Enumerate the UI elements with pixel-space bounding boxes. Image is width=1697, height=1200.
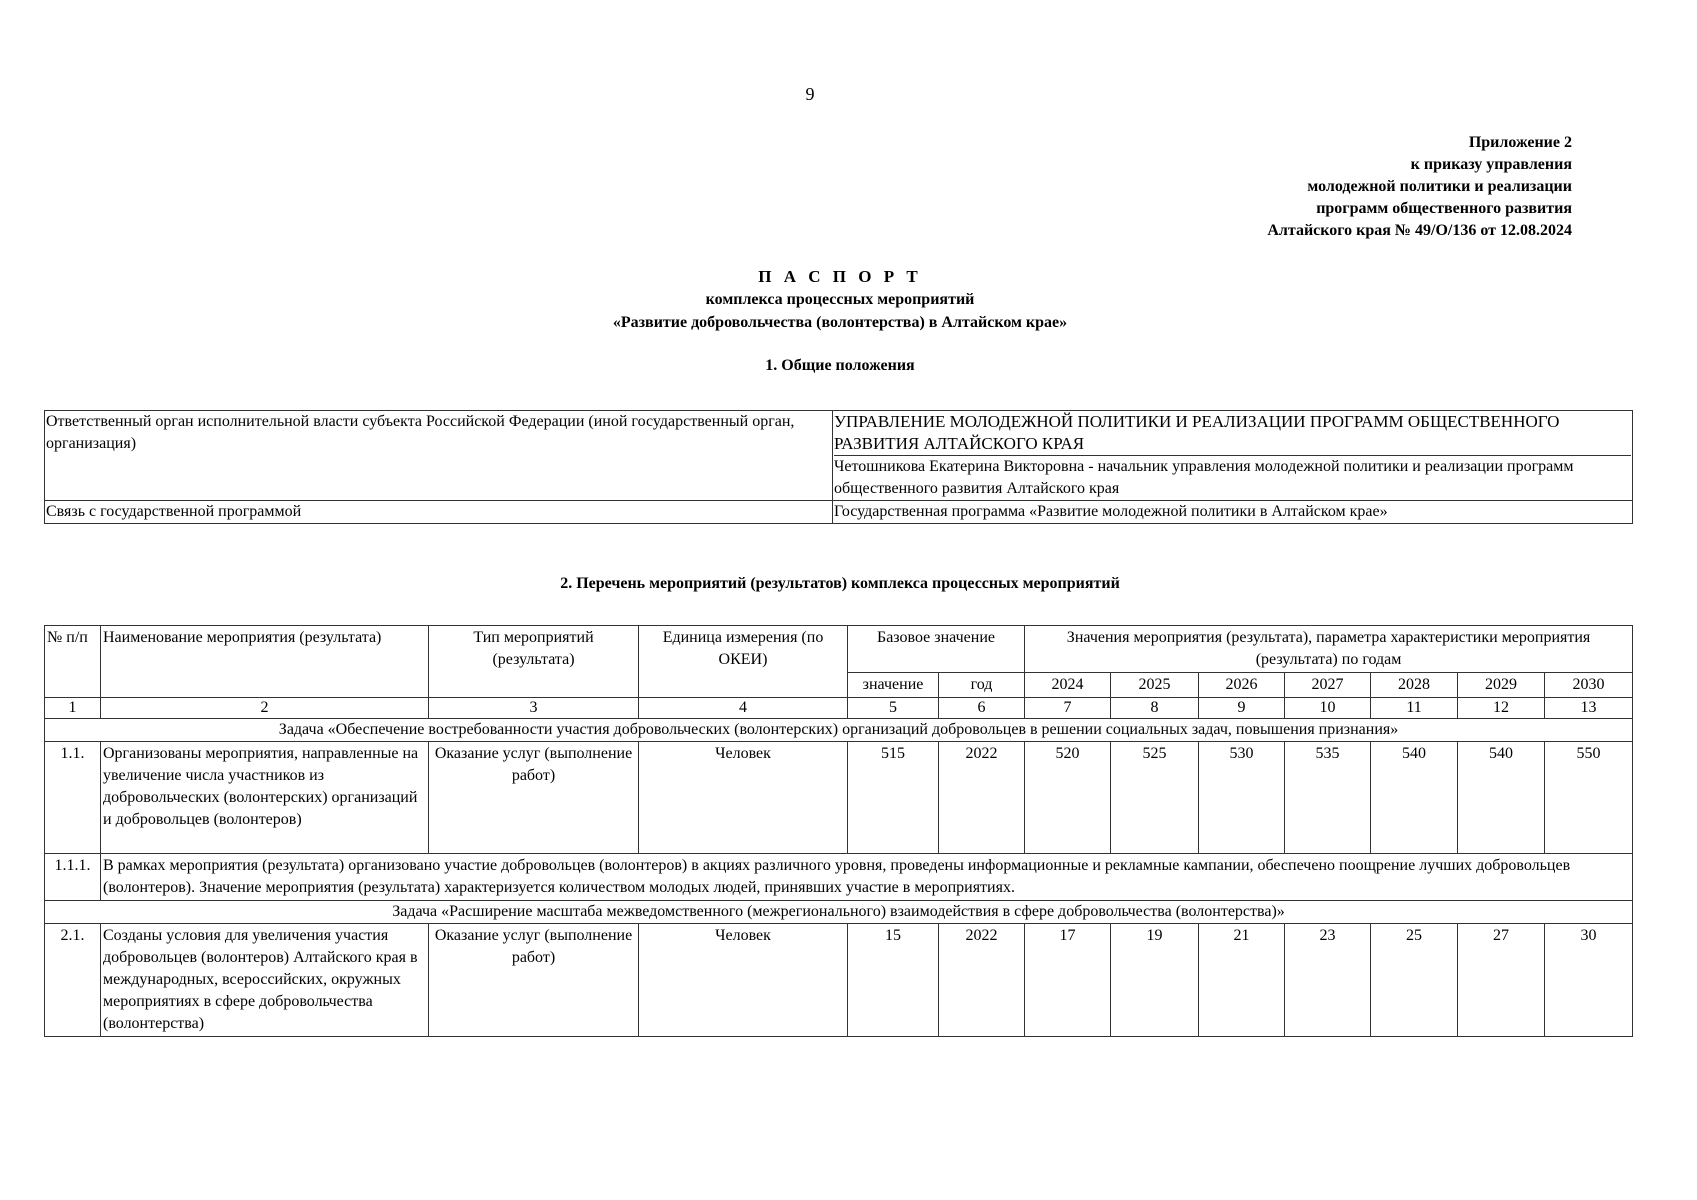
row-value: 520 (1025, 742, 1111, 854)
appendix-line: программ общественного развития (1316, 200, 1572, 217)
row-base-value: 515 (848, 742, 939, 854)
row-value: 525 (1111, 742, 1199, 854)
header-year: 2029 (1458, 673, 1545, 698)
row-value: 27 (1458, 924, 1545, 1037)
column-number: 11 (1371, 698, 1458, 719)
header-unit: Единица измерения (по ОКЕИ) (639, 626, 848, 698)
passport-heading: П А С П О Р Т (758, 267, 922, 286)
table-row (45, 854, 1633, 901)
appendix-line: молодежной политики и реализации (1307, 178, 1572, 195)
row-value: 530 (1199, 742, 1285, 854)
row-base-year: 2022 (939, 742, 1025, 854)
table-row (45, 501, 1633, 524)
row-type: Оказание услуг (выполнение работ) (429, 924, 639, 1037)
task-2: Задача «Расширение масштаба межведомственного (межрегионального) взаимодействия в сфере добровольчества (волонтерства)» (45, 901, 1633, 924)
section2-heading: 2. Перечень мероприятий (результатов) комплекса процессных мероприятий (560, 575, 1120, 592)
column-number: 1 (45, 698, 101, 719)
header-year: 2024 (1025, 673, 1111, 698)
column-number: 5 (848, 698, 939, 719)
row-type: Оказание услуг (выполнение работ) (429, 742, 639, 854)
program-link-value: Государственная программа «Развитие молодежной политики в Алтайском крае» (833, 501, 1633, 524)
row-description: В рамках мероприятия (результата) организовано участие добровольцев (волонтеров) в акциях различного уровня, проведены информационные и рекламные кампании, обеспечено поощрение лучших добровольцев (волонтеров). Значение мероприятия (результата) характеризуется количеством молодых людей, принявших участие в мероприятиях. (101, 854, 1633, 901)
passport-name: «Развитие добровольчества (волонтерства) в Алтайском крае» (612, 314, 1068, 331)
appendix-line: к приказу управления (1410, 156, 1572, 173)
header-row (45, 626, 1633, 673)
general-provisions-table (44, 410, 1633, 524)
column-number: 6 (939, 698, 1025, 719)
header-base: Базовое значение (848, 626, 1025, 673)
row-unit: Человек (639, 924, 848, 1037)
passport-subtitle: комплекса процессных мероприятий (705, 291, 975, 308)
table-row (45, 924, 1633, 1037)
responsible-person: Четошникова Екатерина Викторовна - начальник управления молодежной политики и реализации программ общественного развития Алтайского края (834, 455, 1631, 500)
row-num: 2.1. (45, 924, 101, 1037)
row-value: 17 (1025, 924, 1111, 1037)
row-name: Организованы мероприятия, направленные на увеличение числа участников из добровольческих (волонтерских) организаций и добровольцев (волонтеров) (101, 742, 429, 854)
header-base-year: год (939, 673, 1025, 698)
header-num: № п/п (45, 626, 101, 698)
appendix-line: Приложение 2 (1468, 134, 1572, 151)
row-value: 550 (1545, 742, 1633, 854)
header-base-value: значение (848, 673, 939, 698)
header-type: Тип мероприятий (результата) (429, 626, 639, 698)
header-values: Значения мероприятия (результата), параметра характеристики мероприятия (результата) по годам (1025, 626, 1633, 673)
page-number: 9 (805, 84, 815, 104)
column-number: 2 (101, 698, 429, 719)
row-value: 23 (1285, 924, 1371, 1037)
row-num: 1.1.1. (45, 854, 101, 901)
row-value: 540 (1458, 742, 1545, 854)
row-unit: Человек (639, 742, 848, 854)
section1-heading: 1. Общие положения (765, 357, 915, 374)
row-base-year: 2022 (939, 924, 1025, 1037)
header-year: 2028 (1371, 673, 1458, 698)
row-value: 19 (1111, 924, 1199, 1037)
column-number: 13 (1545, 698, 1633, 719)
column-number: 7 (1025, 698, 1111, 719)
header-year: 2030 (1545, 673, 1633, 698)
responsible-body-value (833, 411, 1633, 501)
row-base-value: 15 (848, 924, 939, 1037)
document-title (0, 265, 1680, 334)
appendix-block (1267, 132, 1572, 242)
column-number: 3 (429, 698, 639, 719)
column-number: 8 (1111, 698, 1199, 719)
responsible-body-name: УПРАВЛЕНИЕ МОЛОДЕЖНОЙ ПОЛИТИКИ И РЕАЛИЗАЦИИ ПРОГРАММ ОБЩЕСТВЕННОГО РАЗВИТИЯ АЛТАЙСКОГО КРАЯ (834, 412, 1560, 453)
header-name: Наименование мероприятия (результата) (101, 626, 429, 698)
header-year: 2027 (1285, 673, 1371, 698)
task-1: Задача «Обеспечение востребованности участия добровольческих (волонтерских) организаций добровольцев в решении социальных задач, повышения признания» (45, 719, 1633, 742)
row-value: 30 (1545, 924, 1633, 1037)
row-num: 1.1. (45, 742, 101, 854)
header-year: 2026 (1199, 673, 1285, 698)
column-number: 4 (639, 698, 848, 719)
column-number-row (45, 698, 1633, 719)
row-value: 25 (1371, 924, 1458, 1037)
row-value: 21 (1199, 924, 1285, 1037)
column-number: 10 (1285, 698, 1371, 719)
events-table (44, 625, 1633, 1037)
appendix-line: Алтайского края № 49/О/136 от 12.08.2024 (1267, 222, 1572, 239)
task-row (45, 901, 1633, 924)
row-value: 540 (1371, 742, 1458, 854)
table-row (45, 411, 1633, 501)
program-link-label: Связь с государственной программой (45, 501, 833, 524)
responsible-body-label: Ответственный орган исполнительной власти субъекта Российской Федерации (иной государственный орган, организация) (45, 411, 833, 501)
column-number: 9 (1199, 698, 1285, 719)
table-row (45, 742, 1633, 854)
task-row (45, 719, 1633, 742)
column-number: 12 (1458, 698, 1545, 719)
header-year: 2025 (1111, 673, 1199, 698)
row-value: 535 (1285, 742, 1371, 854)
row-name: Созданы условия для увеличения участия добровольцев (волонтеров) Алтайского края в международных, всероссийских, окружных мероприятиях в сфере добровольчества (волонтерства) (101, 924, 429, 1037)
